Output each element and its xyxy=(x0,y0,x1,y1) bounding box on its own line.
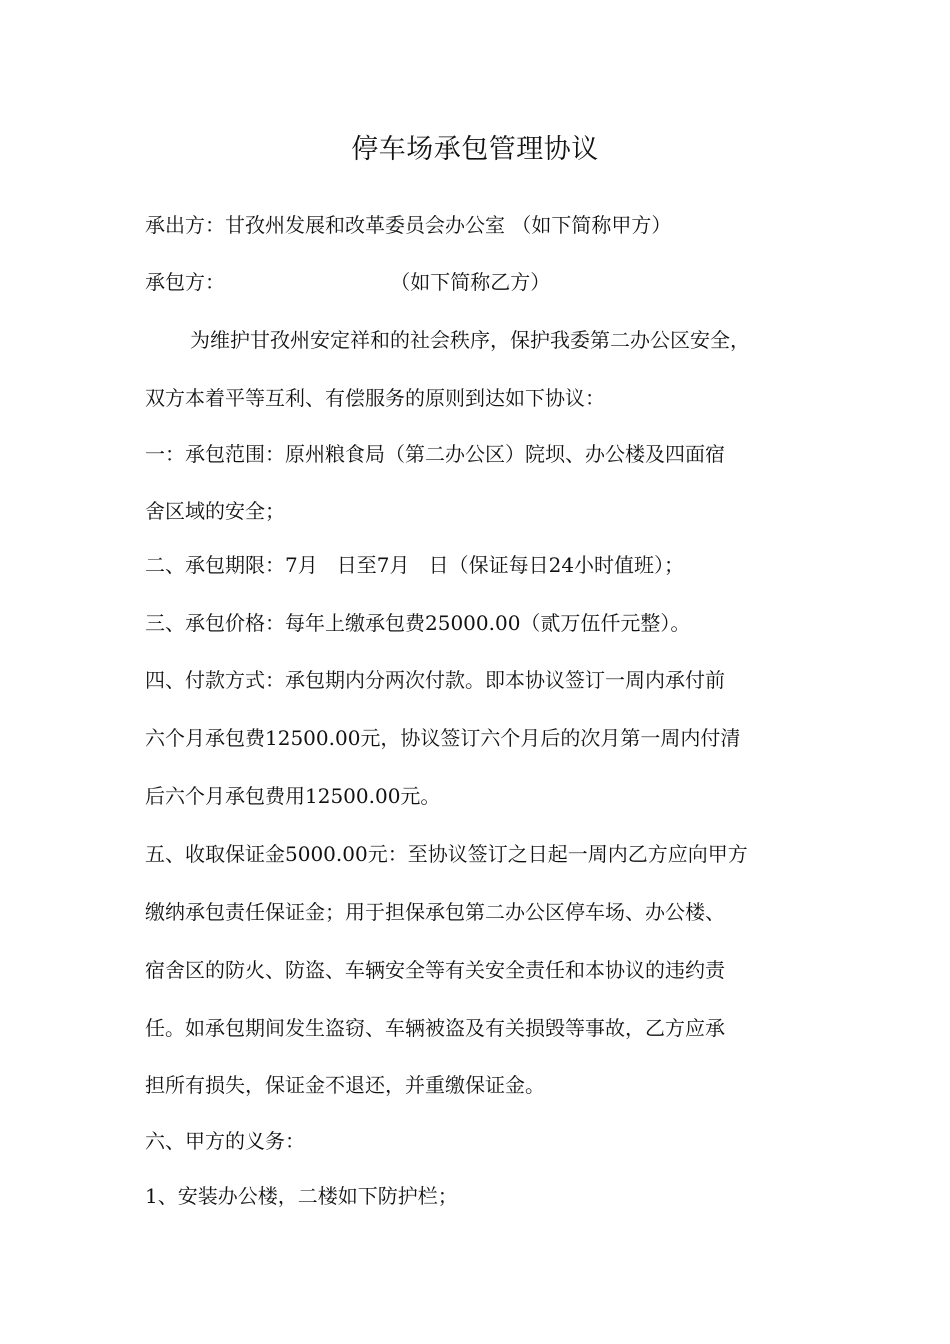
clause-4-line-3: 后六个月承包费用12500.00元。 xyxy=(145,784,441,808)
clause-6-item-1: 1、安装办公楼，二楼如下防护栏； xyxy=(145,1184,458,1208)
clause-2-line: 二、承包期限：7月 日至7月 日（保证每日24小时值班）； xyxy=(145,553,685,577)
clause-1-line-2: 舍区域的安全； xyxy=(145,499,285,523)
clause-4-line-2: 六个月承包费12500.00元，协议签订六个月后的次月第一周内付清 xyxy=(145,726,741,750)
clause-3-line: 三、承包价格：每年上缴承包费25000.00（贰万伍仟元整）。 xyxy=(145,611,691,635)
clause-5-line-4: 任。如承包期间发生盗窃、车辆被盗及有关损毁等事故，乙方应承 xyxy=(145,1016,725,1040)
party-b-line: 承包方： （如下简称乙方） xyxy=(145,270,551,294)
clause-5-line-3: 宿舍区的防火、防盗、车辆安全等有关安全责任和本协议的违约责 xyxy=(145,958,725,982)
clause-5-line-2: 缴纳承包责任保证金；用于担保承包第二办公区停车场、办公楼、 xyxy=(145,900,725,924)
preamble-line-2: 双方本着平等互利、有偿服务的原则到达如下协议： xyxy=(145,386,605,410)
party-a-line: 承出方：甘孜州发展和改革委员会办公室 （如下简称甲方） xyxy=(145,213,672,237)
clause-5-line-1: 五、收取保证金5000.00元：至协议签订之日起一周内乙方应向甲方 xyxy=(145,842,748,866)
clause-1-line-1: 一：承包范围：原州粮食局（第二办公区）院坝、办公楼及四面宿 xyxy=(145,442,725,466)
clause-4-line-1: 四、付款方式：承包期内分两次付款。即本协议签订一周内承付前 xyxy=(145,668,725,692)
clause-5-line-5: 担所有损失，保证金不退还，并重缴保证金。 xyxy=(145,1073,545,1097)
clause-6-heading: 六、甲方的义务： xyxy=(145,1129,305,1153)
preamble-line-1: 为维护甘孜州安定祥和的社会秩序，保护我委第二办公区安全， xyxy=(190,328,750,352)
document-title: 停车场承包管理协议 xyxy=(351,134,599,165)
